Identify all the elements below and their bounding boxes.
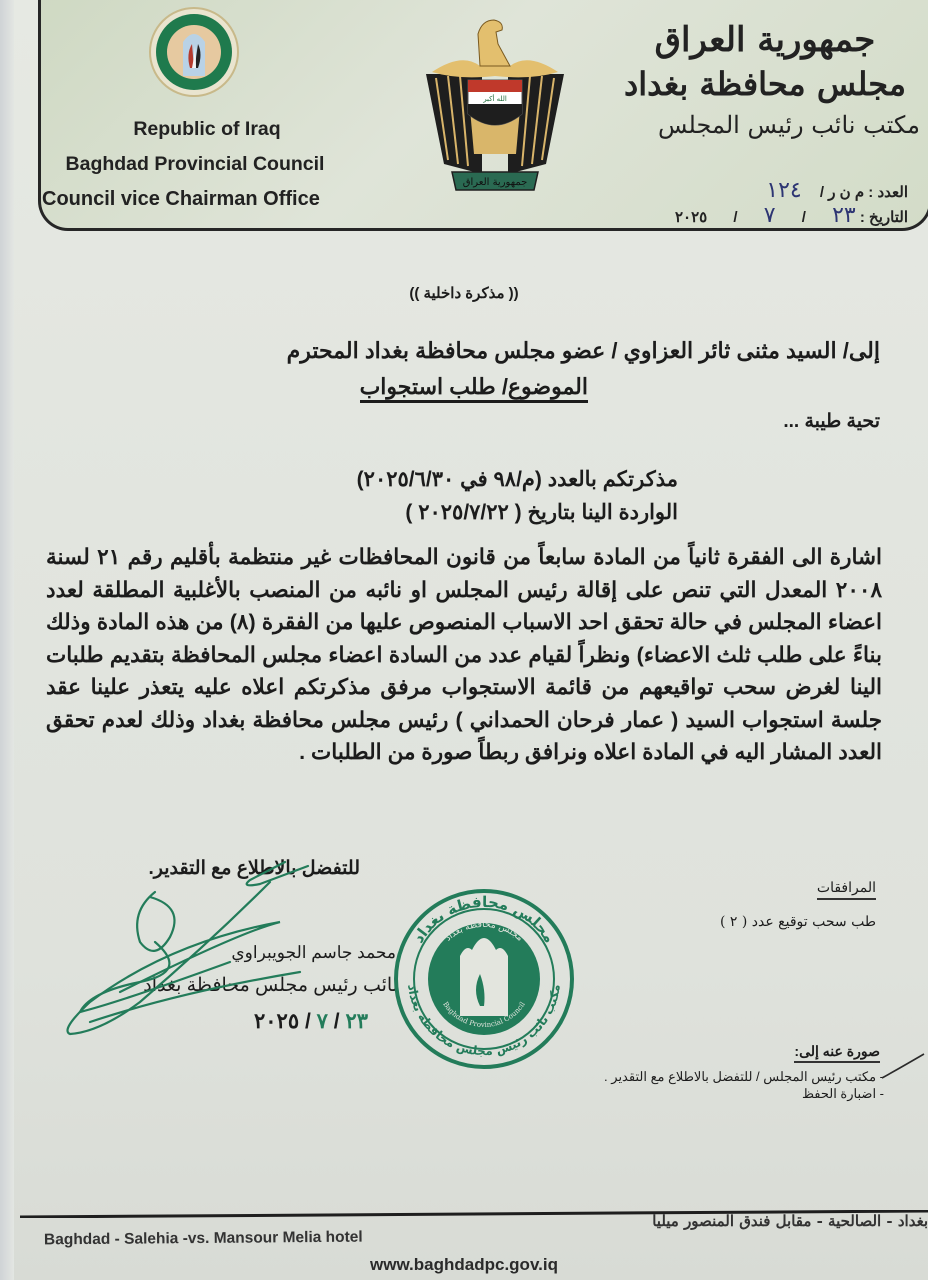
reference-date-day: ٢٣ (832, 203, 856, 228)
handwritten-signature-icon (60, 852, 320, 1042)
office-name-en: Council vice Chairman Office (42, 188, 320, 210)
page-edge-shadow (0, 0, 14, 1280)
signer-name: محمد جاسم الجويبراوي (231, 943, 396, 962)
memo-body-text: اشارة الى الفقرة ثانياً من المادة سابعاً من قانون المحافظات غير منتظمة بأقليم رقم ٢١ لسنة ٢٠٠٨ المعدل التي تنص على إقالة رئيس المجلس او نائبه من المنصب بالأغلبية المطلقة لعدد اعضاء المجلس في حالة تحقق احد الاسباب المنصوص عليها من الفقرة (٨) من هذه المادة وذلك بناءً على طلب ثلث الاعضاء) ونظراً لقيام عدد من السادة اعضاء مجلس المحافظة بتقديم طلبات الينا لغرض سحب تواقيعهم من قائمة الاستجواب مرفق مذكرتكم اعلاه عليه يتعذر علينا عقد جلسة استجواب السيد ( عمار فرحان الحمداني ) رئيس مجلس محافظة بغداد وذلك لعدم تحقق العدد المشار اليه في المادة اعلاه ونرافق ربطاً صورة من الطلبات . (46, 545, 882, 764)
cc-title: صورة عنه إلى: (794, 1043, 880, 1063)
stamp-outer-bottom: مكتب نائب رئيس مجلس محافظة بغداد (405, 983, 563, 1059)
cc-item: - اضبارة الحفظ (801, 1086, 884, 1101)
reference-date-year: ٢٠٢٥ (674, 209, 708, 226)
reference-number-label: العدد : (868, 184, 908, 201)
memo-subject (360, 374, 588, 400)
subject-label: الموضوع/ (501, 374, 588, 399)
subject-text: طلب استجواب (359, 374, 496, 399)
stamp-inner-english: Baghdad Provincial Council (441, 1000, 527, 1030)
cc-list (604, 1068, 884, 1102)
iraq-coat-of-arms-icon (422, 14, 568, 206)
memo-greeting: تحية طيبة ... (783, 411, 880, 432)
attachment-item: طب سحب توقيع عدد ( ٢ ) (719, 914, 876, 930)
reference-date-label: التاريخ : (859, 209, 908, 226)
memo-type: (( مذكرة داخلية )) (409, 285, 519, 302)
signature-date-year: ٢٠٢٥ (254, 1010, 300, 1033)
memo-body (46, 541, 882, 769)
coat-motto: الله أكبر (483, 95, 507, 103)
council-logo-icon (148, 6, 240, 98)
stamp-inner-text: مجلس محافظة بغداد (443, 919, 525, 944)
memo-recipient: إلى/ السيد مثنى ثائر العزاوي / عضو مجلس محافظة بغداد المحترم (286, 338, 880, 363)
footer-address-ar: بغداد - الصالحية - مقابل فندق المنصور ميليا (652, 1212, 928, 1230)
attachments-title: المرافقات (817, 880, 876, 900)
reference-date-month: ٧ (763, 203, 776, 228)
reference-number-prefix: م ن ر / (819, 184, 865, 201)
signature-date: ٢٣ / ٧ / ٢٠٢٥ (254, 1008, 368, 1033)
reference-number-value: ١٢٤ (766, 178, 802, 203)
cc-item: - مكتب رئيس المجلس / للتفضل بالاطلاع مع التقدير . (604, 1069, 884, 1084)
signature-date-month: ٧ (316, 1008, 328, 1033)
reference-date (675, 203, 908, 228)
council-name-en: Baghdad Provincial Council (65, 153, 325, 175)
footer-website-link[interactable]: www.baghdadpc.gov.iq (370, 1255, 558, 1274)
letterhead-arabic (620, 18, 920, 144)
stamp-outer-top: مجلس محافظة بغداد (409, 892, 559, 947)
country-name-en: Republic of Iraq (133, 118, 281, 140)
pen-stroke-mark (880, 1050, 926, 1080)
country-name-ar: جمهورية العراق (654, 20, 876, 60)
council-name-ar: مجلس محافظة بغداد (624, 65, 906, 103)
reference-number (766, 178, 908, 203)
signer-title: نائب رئيس مجلس محافظة بغداد (143, 975, 398, 996)
signature-date-day: ٢٣ (345, 1008, 368, 1033)
official-stamp-icon (388, 886, 580, 1072)
letterhead-english (40, 112, 350, 217)
footer-address-en: Baghdad - Salehia -vs. Mansour Melia hotel (43, 1228, 363, 1249)
date-separator: / (801, 209, 806, 226)
memo-closing: للتفضل بالاطلاع مع التقدير. (148, 858, 360, 879)
memo-reference-line-2: الواردة الينا بتاريخ ( ٢٠٢٥/٧/٢٢ ) (405, 501, 678, 524)
memo-reference (357, 463, 678, 529)
office-name-ar: مكتب نائب رئيس المجلس (657, 111, 920, 139)
date-separator: / (733, 209, 738, 226)
coat-label: جمهورية العراق (462, 177, 528, 188)
memo-reference-line-1: مذكرتكم بالعدد (م/٩٨ في ٢٠٢٥/٦/٣٠) (356, 468, 678, 491)
